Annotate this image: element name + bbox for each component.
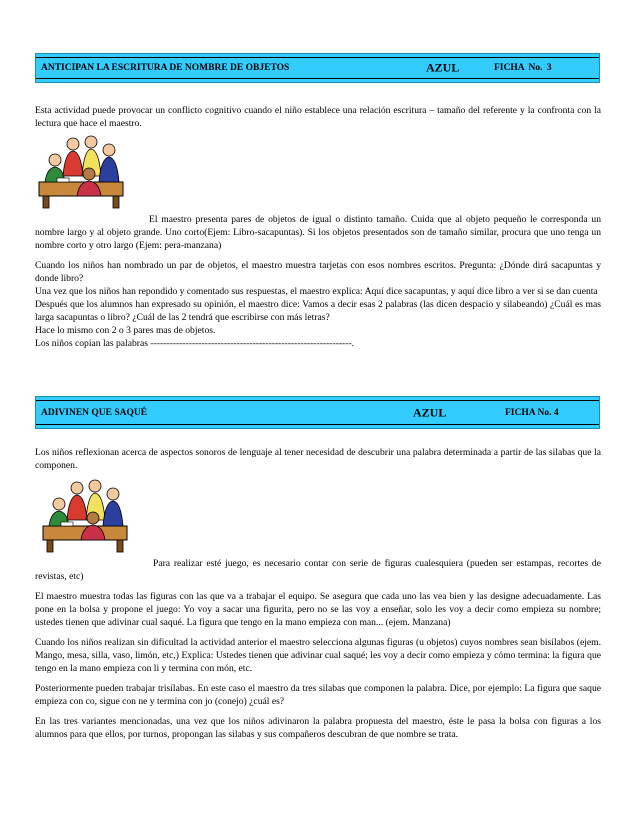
ficha-4-header — [35, 396, 600, 429]
ficha-4-title: ADIVINEN QUE SAQUÉ — [41, 407, 148, 418]
ficha-3-number: FICHA No. 3 — [494, 63, 552, 73]
ficha-4-body: Para realizar esté juego, es necesario contar con serie de figuras cualesquiera (pueden ser estampas, recortes de revistas, etc) El maestro muestra todas las figuras con las que va a trabajar el equipo. Se asegura que cada uno las vea bien y las designe adecuadamente. Las pone en la bolsa y propone el juego: Yo voy a sacar una figurita, pero no se las voy a enseñar, solo les voy a decir como empieza su nombre; ustedes tienen que adivinar cual saqué. La figura que tengo en la mano empieza con man... (ejem. Manzana) Cuando los niños realizan sin dificultad la actividad anterior el maestro selecciona algunas figuras (u objetos) cuyos nombres sean bisílabos (ejem. Mango, mesa, silla, vaso, limón, etc,) Explica: Ustedes tienen que adivinar cual saqué; les voy a decir como empieza y cómo termina: la figura que tengo en la mano empieza con li y termina con món, etc. Posteriormente pueden trabajar trisílabas. En este caso el maestro da tres silabas que componen la palabra. Dice, por ejemplo: La figura que saque empieza con co, sigue con ne y termina con jo (conejo) ¿cuál es? En las tres variantes mencionadas, una vez que los niños adivinaron la palabra propuesta del maestro, éste le pasa la bolsa con figuras a los alumnos para que ellos, por turnos, propongan las silabas y sus compañeros descubran de que nombre se trata. — [35, 558, 601, 740]
ficha-4-number: FICHA No. 4 — [505, 407, 559, 418]
meeting-clipart — [33, 130, 129, 210]
ficha-4-intro: Los niños reflexionan acerca de aspectos sonoros de lenguaje al tener necesidad de descubrir una palabra determinada a partir de las silabas que la componen. — [35, 447, 601, 471]
ficha-3-intro: Esta actividad puede provocar un conflicto cognitivo cuando el niño establece una relación escritura – tamaño del referente y la confronta con la lectura que hace el maestro. — [35, 105, 601, 129]
ficha-3-header — [35, 53, 600, 83]
ficha-3-title: ANTICIPAN LA ESCRITURA DE NOMBRE DE OBJETOS — [41, 63, 290, 73]
ficha-4-color: AZUL — [413, 405, 447, 419]
ficha-3-color: AZUL — [426, 60, 460, 75]
meeting-clipart — [37, 474, 133, 554]
ficha-3-body: El maestro presenta pares de objetos de igual o distinto tamaño. Cuida que al objeto pequeño le corresponda un nombre largo y al objeto grande. Uno corto(Ejem: Libro-sacapuntas). Si los objetos presentados son de tamaño similar, procura que uno tenga un nombre corto y otro largo (Ejem: pera-manzana) Cuando los niños han nombrado un par de objetos, el maestro muestra tarjetas con esos nombres escritos. Pregunta: ¿Dónde dirá sacapuntas y donde libro? Una vez que los niños han repondido y comentado sus respuestas, el maestro explica: Aquí dice sacapuntas, y aquí dice libro a ver si se dan cuenta Después que los alumnos han expresado su opinión, el maestro dice: Vamos a decir esas 2 palabras (las dicen despacio y silabeando) ¿Cuál es mas larga sacapuntas o libro? ¿Cuál de las 2 tendrá que escribirse con más letras? Hace lo mismo con 2 o 3 pares mas de objetos. Los niños copian las palabras ---------------------------------------------------------------. — [35, 214, 601, 349]
